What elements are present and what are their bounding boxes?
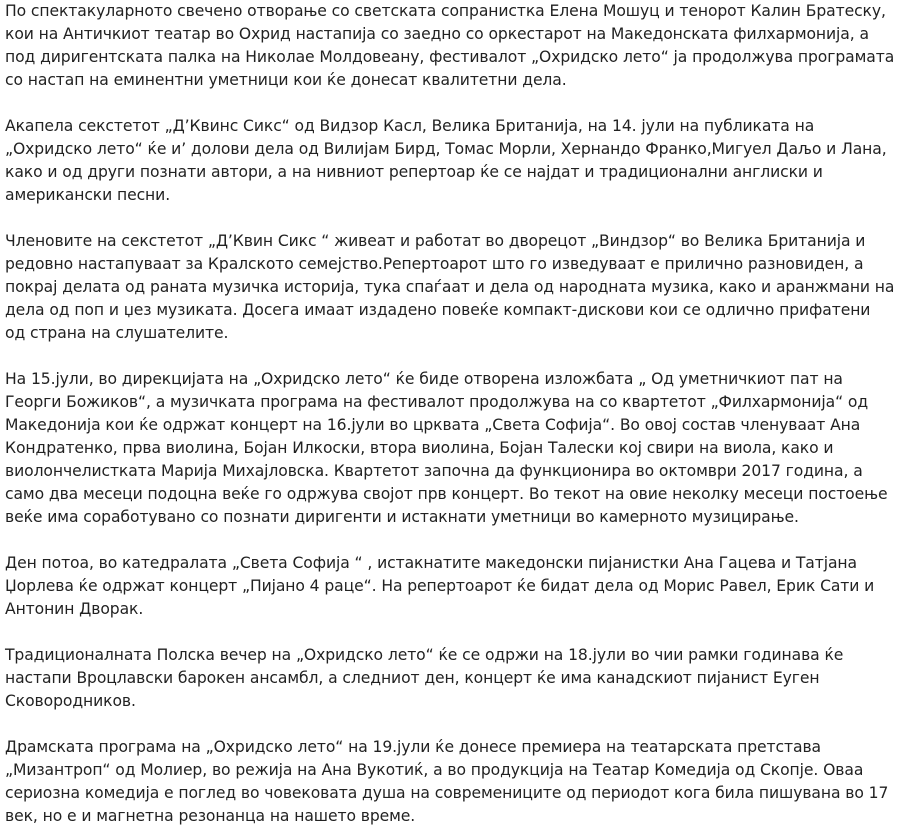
article-paragraph: На 15.јули, во дирекцијата на „Охридско лето“ ќе биде отворена изложбата „ Од уметничкиот пат на Георги Божиков“, а музичката програма на фестивалот продолжува на со квартетот „Филхармонија“ од Македонија кои ќе одржат концерт на 16.јули во црквата „Света Софија“. Во овој состав членуваат Ана Кондратенко, прва виолина, Бојан Илкоски, втора виолина, Бојан Талески кој свири на виола, како и виолончелистката Марија Михајловска. Квартетот започна да функционира во октомври 2017 година, а само два месеци подоцна веќе го одржува својот прв концерт. Во текот на овие неколку месеци постоење веќе има соработувано со познати диригенти и истакнати уметници во камерното музицирање.: [5, 370, 888, 526]
article-paragraph: Традиционалната Полска вечер на „Охридско лето“ ќе се одржи на 18.јули во чии рамки годинава ќе настапи Вроцлавски барокен ансамбл, а следниот ден, концерт ќе има канадскиот пијанист Еуген Сковородников.: [5, 646, 844, 710]
article-paragraph: Членовите на секстетот „Д’Квин Сикс “ живеат и работат во дворецот „Виндзор“ во Велика Британија и редовно настапуваат за Кралското семејство.Репертоарот што го изведуваат е прилично разновиден, а покрај делата од раната музичка историја, тука спаѓаат и дела од народната музика, како и аранжмани на дела од поп и џез музиката. Досега имаат издадено повеќе компакт-дискови кои се одлично прифатени од страна на слушателите.: [5, 232, 895, 342]
article-paragraph: Драмската програма на „Охридско лето“ на 19.јули ќе донесе премиера на театарската претстава „Мизантроп“ од Молиер, во режија на Ана Вукотиќ, а во продукција на Театар Комедија од Скопје. Оваа сериозна комедија е поглед во човековата душа на современиците од периодот кога била пишувана во 17 век, но е и магнетна резонанца на нашето време.: [5, 738, 889, 825]
article-paragraph: Ден потоа, во катедралата „Света Софија “ , истакнатите македонски пијанистки Ана Гацева и Татјана Џорлева ќе одржат концерт „Пијано 4 раце“. На репертоарот ќе бидат дела од Морис Равел, Ерик Сати и Антонин Дворак.: [5, 554, 875, 618]
article-paragraph: По спектакуларното свечено отворање со светската сопранистка Елена Мошуц и тенорот Калин Братеску, кои на Античкиот театар во Охрид настапија со заедно со оркестарот на Македонската филхармонија, а под диригентската палка на Николае Молдовеану, фестивалот „Охридско лето“ ја продолжува програмата со настап на еминентни уметници кои ќе донесат квалитетни дела.: [5, 2, 895, 89]
article-paragraph: Акапела секстетот „Д’Квинс Сикс“ од Видзор Касл, Велика Британија, на 14. јули на публиката на „Охридско лето“ ќе и’ долови дела од Вилијам Бирд, Томас Морли, Хернандо Франко,Мигуел Даљо и Лана, како и од други познати автори, а на нивниот репертоар ќе се најдат и традиционални англиски и американски песни.: [5, 117, 887, 204]
